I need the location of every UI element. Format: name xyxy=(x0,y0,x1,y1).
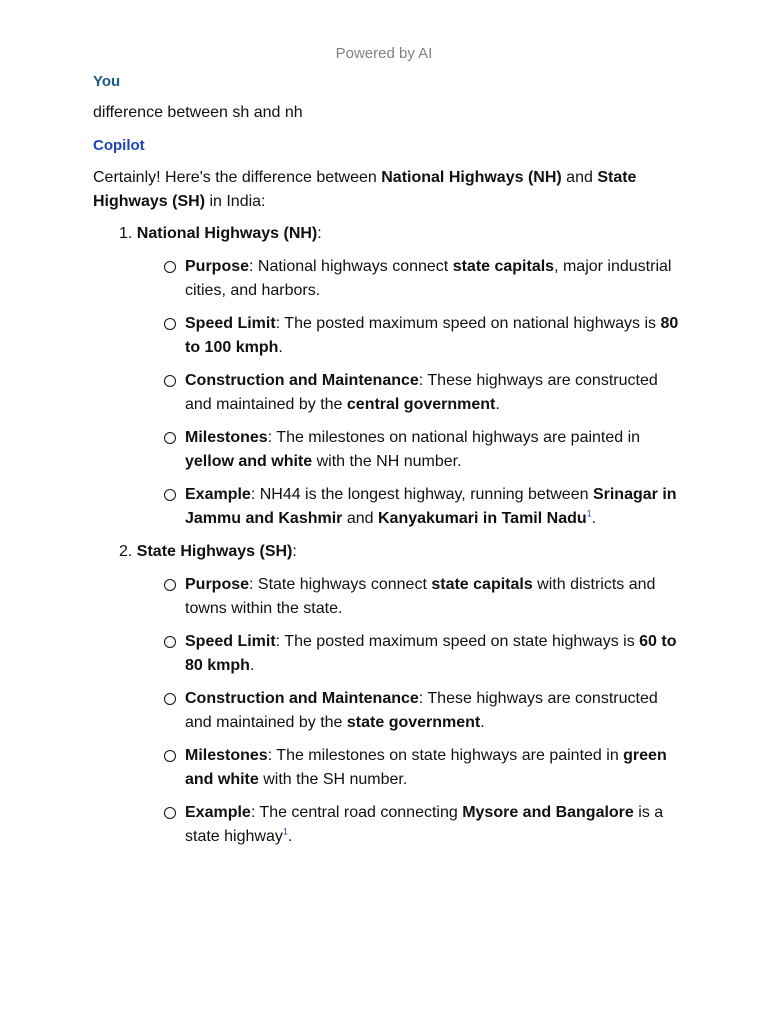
section-heading xyxy=(93,222,683,246)
item-bold: Mysore and Bangalore xyxy=(462,804,634,821)
citation-link[interactable]: 1 xyxy=(282,826,288,837)
list-item xyxy=(185,369,683,417)
bullet-circle-icon xyxy=(164,375,176,387)
item-text: : The posted maximum speed on state highways is xyxy=(275,633,640,650)
item-text: : National highways connect xyxy=(249,258,453,275)
list-item xyxy=(185,687,683,735)
section-items xyxy=(93,255,683,531)
bullet-circle-icon xyxy=(164,489,176,501)
bullet-circle-icon xyxy=(164,261,176,273)
section-national-highways xyxy=(93,222,683,531)
item-bold: green and white xyxy=(185,747,667,788)
intro-text: and xyxy=(561,169,598,186)
item-text: . xyxy=(249,657,255,674)
item-text: : The milestones on state highways are painted in xyxy=(267,747,624,764)
list-item xyxy=(185,744,683,792)
bullet-circle-icon xyxy=(164,318,176,330)
item-text: : The posted maximum speed on national highways is xyxy=(275,315,661,332)
item-label: Purpose xyxy=(185,258,250,275)
item-text: : The milestones on national highways are painted in xyxy=(267,429,641,446)
section-heading xyxy=(93,540,683,564)
item-label: Speed Limit xyxy=(185,315,276,332)
list-item xyxy=(185,630,683,678)
item-bold: state government xyxy=(346,714,481,731)
item-label: Purpose xyxy=(185,576,250,593)
item-bold: yellow and white xyxy=(185,453,313,470)
item-text: with the SH number. xyxy=(258,771,408,788)
citation-link[interactable]: 1 xyxy=(586,508,592,519)
item-bold: state capitals xyxy=(452,258,555,275)
list-item xyxy=(185,801,683,849)
section-colon: : xyxy=(292,543,297,560)
section-title: National Highways (NH) xyxy=(136,225,318,242)
bullet-circle-icon xyxy=(164,432,176,444)
item-text: . xyxy=(480,714,485,731)
list-item xyxy=(185,483,683,531)
item-text: . xyxy=(278,339,283,356)
item-text: . xyxy=(287,828,293,845)
section-state-highways xyxy=(93,540,683,849)
section-items xyxy=(93,573,683,849)
assistant-speaker-label: Copilot xyxy=(93,137,145,154)
item-bold: central government xyxy=(346,396,496,413)
item-text: and xyxy=(342,510,378,527)
item-bold: Kanyakumari in Tamil Nadu xyxy=(377,510,587,527)
item-bold: 80 to 100 kmph xyxy=(185,315,679,356)
item-label: Speed Limit xyxy=(185,633,276,650)
intro-text: Certainly! Here's the difference between xyxy=(93,169,382,186)
item-label: Milestones xyxy=(185,747,268,764)
item-text: with districts and towns within the state. xyxy=(185,576,656,617)
list-item xyxy=(185,573,683,621)
item-label: Construction and Maintenance xyxy=(185,690,419,707)
item-label: Example xyxy=(185,804,251,821)
item-text: with the NH number. xyxy=(312,453,462,470)
item-label: Example xyxy=(185,486,251,503)
section-title: State Highways (SH) xyxy=(136,543,293,560)
intro-bold-sh: State Highways (SH) xyxy=(93,169,637,210)
list-item xyxy=(185,255,683,303)
section-number: 1. xyxy=(119,225,133,242)
user-speaker-label: You xyxy=(93,73,121,90)
item-bold: state capitals xyxy=(431,576,533,593)
intro-text: in India: xyxy=(205,193,266,210)
list-item xyxy=(185,312,683,360)
item-text: : The central road connecting xyxy=(250,804,463,821)
list-item xyxy=(185,426,683,474)
item-text: is a state highway xyxy=(185,804,664,845)
intro-bold-nh: National Highways (NH) xyxy=(381,169,562,186)
bullet-circle-icon xyxy=(164,579,176,591)
bullet-circle-icon xyxy=(164,636,176,648)
item-label: Construction and Maintenance xyxy=(185,372,419,389)
item-text: : These highways are constructed and maintained by the xyxy=(185,372,658,413)
item-text: : NH44 is the longest highway, running between xyxy=(250,486,593,503)
user-message: difference between sh and nh xyxy=(93,104,303,121)
assistant-intro xyxy=(93,166,683,214)
bullet-circle-icon xyxy=(164,807,176,819)
item-text: : State highways connect xyxy=(249,576,432,593)
item-text: . xyxy=(591,510,597,527)
item-text: . xyxy=(495,396,500,413)
bullet-circle-icon xyxy=(164,750,176,762)
item-bold: Srinagar in Jammu and Kashmir xyxy=(185,486,677,527)
section-number: 2. xyxy=(119,543,133,560)
item-text: , major industrial cities, and harbors. xyxy=(185,258,672,299)
item-text: : These highways are constructed and maintained by the xyxy=(185,690,658,731)
item-bold: 60 to 80 kmph xyxy=(185,633,677,674)
item-label: Milestones xyxy=(185,429,268,446)
bullet-circle-icon xyxy=(164,693,176,705)
highway-comparison-list xyxy=(93,222,683,858)
section-colon: : xyxy=(317,225,322,242)
powered-by-label: Powered by AI xyxy=(335,45,433,62)
